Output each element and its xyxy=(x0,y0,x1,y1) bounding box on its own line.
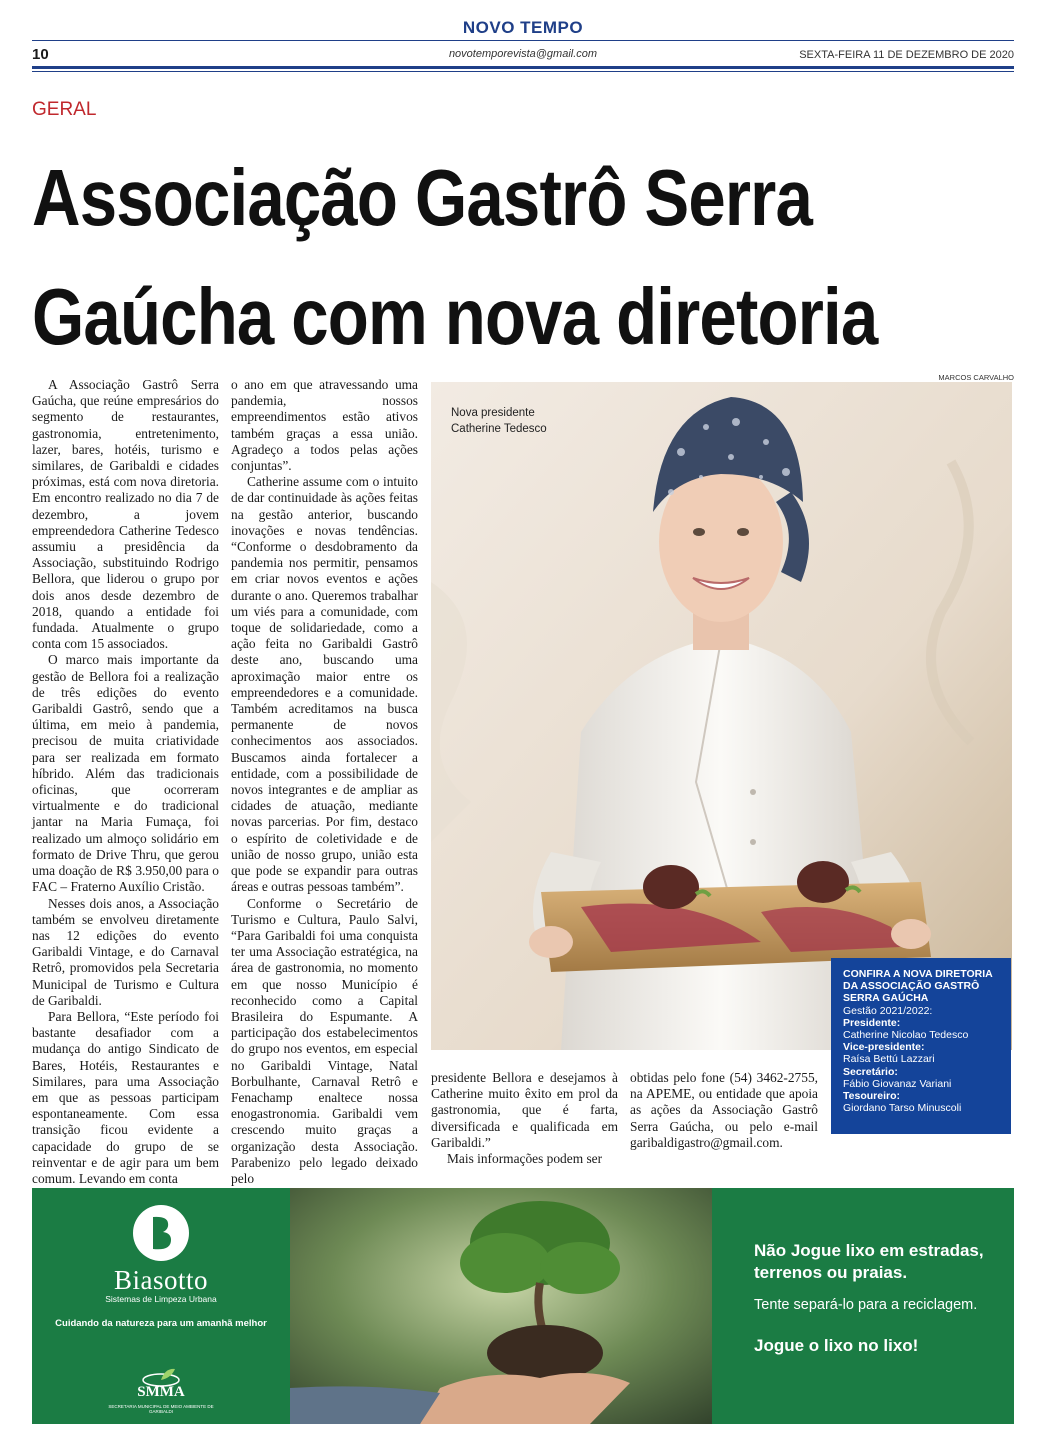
photo-credit: MARCOS CARVALHO xyxy=(938,373,1014,382)
article-column-2 xyxy=(231,377,418,1186)
caption-line-2: Catherine Tedesco xyxy=(451,423,547,435)
advertisement[interactable] xyxy=(32,1188,1014,1424)
photo-caption xyxy=(451,405,547,437)
page-number: 10 xyxy=(32,46,49,63)
ad-message-panel xyxy=(754,1188,1014,1424)
caption-line-1: Nova presidente xyxy=(451,407,535,419)
headline-line-1: Associação Gastrô Serra xyxy=(32,153,813,242)
secretary-label: Secretário: xyxy=(843,1065,898,1078)
article-paragraph: Catherine assume com o intuito de dar continuidade às ações feitas na gestão anterior, buscando inovações e novas tendências. “Conforme o desdobramento da pandemia nos permitir, pensamos em criar novos eventos e ações durante o ano. Queremos trabalhar um viés para a comunidade, com toque de solidariedade, como a ação feita no Garibaldi Gastrô deste ano, buscando uma aproximação maior entre os empreendedores e a comunidade. Também acreditamos na busca permanente de novos conhecimentos aos associados. Buscamos ainda fortalecer a entidade, com a possibilidade de novos integrantes e de ampliar as cidades de atuação, mediante novas parcerias. Por fim, destaco o espírito de coletividade e de união de nosso grupo, união esta que pode se expandir para outras áreas e outras pessoas também”. xyxy=(231,474,418,895)
board-infobox xyxy=(831,958,1011,1134)
article-paragraph: Mais informações podem ser xyxy=(447,1151,603,1167)
ad-message-3: Jogue o lixo no lixo! xyxy=(754,1336,919,1355)
chef-photo xyxy=(431,382,1012,1050)
article-column-1 xyxy=(32,377,219,1186)
header-rule-bottom-thin xyxy=(32,71,1014,72)
article-paragraph: Para Bellora, “Este período foi bastante desafiador com a mudança do antigo Sindicato de Bares, Hotéis, Restaurantes e Similares, para uma Associação em que as pessoas participam espontaneamente. Com essa transição ficou evidente a capacidade do grupo de se reinventar e de agir para um bem comum. Levando em conta xyxy=(32,1008,219,1186)
vice-label: Vice-presidente: xyxy=(843,1041,925,1054)
treasurer-name: Giordano Tarso Minuscoli xyxy=(843,1102,962,1115)
secretary-name: Fábio Giovanaz Variani xyxy=(843,1077,952,1090)
chef-photo-illustration xyxy=(431,382,1012,1050)
headline xyxy=(32,138,878,376)
paper-name: NOVO TEMPO xyxy=(442,18,604,38)
ad-tagline: Cuidando da natureza para um amanhã melhor xyxy=(55,1318,267,1329)
header-email: novotemporevista@gmail.com xyxy=(448,48,598,60)
vice-name: Raísa Bettú Lazzari xyxy=(843,1053,935,1066)
article-paragraph: Nesses dois anos, a Associação também se envolveu diretamente nas 12 edições do evento Garibaldi Vintage, e do Carnaval Retrô, promovidos pela Secretaria Municipal de Turismo e Cultura de Garibaldi. xyxy=(32,895,219,1008)
infobox-title-1: CONFIRA A NOVA DIRETORIA xyxy=(843,968,993,980)
infobox-term: Gestão 2021/2022: xyxy=(843,1004,933,1017)
infobox-title-2: DA ASSOCIAÇÃO GASTRÔ xyxy=(843,980,980,993)
article-column-3 xyxy=(431,1070,618,1167)
president-name: Catherine Nicolao Tedesco xyxy=(843,1029,969,1042)
article-paragraph: obtidas pelo fone (54) 3462-2755, na APEME, ou entidade que apoia as ações da Associação Gastrô Serra Gaúcha, ou pelo e-mail garibaldigastro@gmail.com. xyxy=(630,1070,818,1150)
president-label: Presidente: xyxy=(843,1016,901,1029)
smma-logo-text: SMMA xyxy=(137,1384,185,1400)
smma-subtitle: SECRETARIA MUNICIPAL DE MEIO AMBIENTE DE GARIBALDI xyxy=(108,1404,214,1414)
header-date: SEXTA-FEIRA 11 DE DEZEMBRO DE 2020 xyxy=(799,49,1014,61)
article-paragraph: presidente Bellora e desejamos à Catherine muito êxito em prol da gastronomia, que é farta, diversificada e qualificada em Garibaldi.” xyxy=(431,1070,618,1150)
biasotto-logo-icon xyxy=(131,1203,191,1263)
article-paragraph: o ano em que atravessando uma pandemia, nossos empreendimentos estão ativos também graças a essa união. Agradeço a todos pelas ações conjuntas”. xyxy=(231,377,418,474)
section-label: GERAL xyxy=(32,99,97,120)
ad-brand-subtitle: Sistemas de Limpeza Urbana xyxy=(105,1294,217,1304)
ad-brand-name: Biasotto xyxy=(113,1265,208,1295)
ad-brand-panel xyxy=(32,1188,290,1424)
article-paragraph: O marco mais importante da gestão de Bellora foi a realização de três edições do evento Garibaldi Gastrô, sendo que a última, em meio à pandemia, precisou de muita criatividade para ser realizada em formato híbrido. Além das tradicionais oficinas, que ocorreram virtualmente e do tradicional jantar na Maria Fumaça, foi realizado um almoço solidário em formato de Drive Thru, que gerou uma doação de R$ 3.950,00 para o FAC – Fraterno Auxílio Cristão. xyxy=(32,652,219,895)
hands-tree-illustration xyxy=(290,1188,712,1424)
header-rule-top xyxy=(32,40,1014,41)
masthead xyxy=(32,18,1014,74)
article-paragraph: A Associação Gastrô Serra Gaúcha, que reúne empresários do segmento de restaurantes, gastronomia, entretenimento, lazer, bares, hotéis, turismo e similares, de Garibaldi e cidades próximas, está com nova diretoria. Em encontro realizado no dia 7 de dezembro, a jovem empreendedora Catherine Tedesco assumiu a presidência da Associação, substituindo Rodrigo Bellora, que liderou o grupo por dois anos desde dezembro de 2018, quando a entidade foi fundada. Atualmente o grupo conta com 15 associados. xyxy=(32,377,219,652)
article-column-4 xyxy=(630,1070,818,1151)
treasurer-label: Tesoureiro: xyxy=(843,1090,900,1103)
infobox-title-3: SERRA GAÚCHA xyxy=(843,992,929,1005)
ad-message-2: Tente separá-lo para a reciclagem. xyxy=(754,1297,978,1313)
header-rule-bottom xyxy=(32,66,1014,69)
article-paragraph: Conforme o Secretário de Turismo e Cultura, Paulo Salvi, “Para Garibaldi foi uma conquista ter uma Associação estratégica, na área de gastronomia, no momento em que nosso Município é reconhecido como a Capital Brasileira do Espumante. A participação dos estabelecimentos do grupo nos eventos, em especial no Garibaldi Vintage, Natal Borbulhante, Carnaval Retrô e Fenachamp enaltece nossa enogastronomia. Garibaldi vem crescendo muito graças a organização desta Associação. Parabenizo pelo legado deixado pelo xyxy=(231,895,418,1186)
ad-photo-hands-tree xyxy=(290,1188,712,1424)
ad-message-1: Não Jogue lixo em estradas, terrenos ou praias. xyxy=(754,1241,984,1282)
headline-line-2: Gaúcha com nova diretoria xyxy=(32,272,878,361)
